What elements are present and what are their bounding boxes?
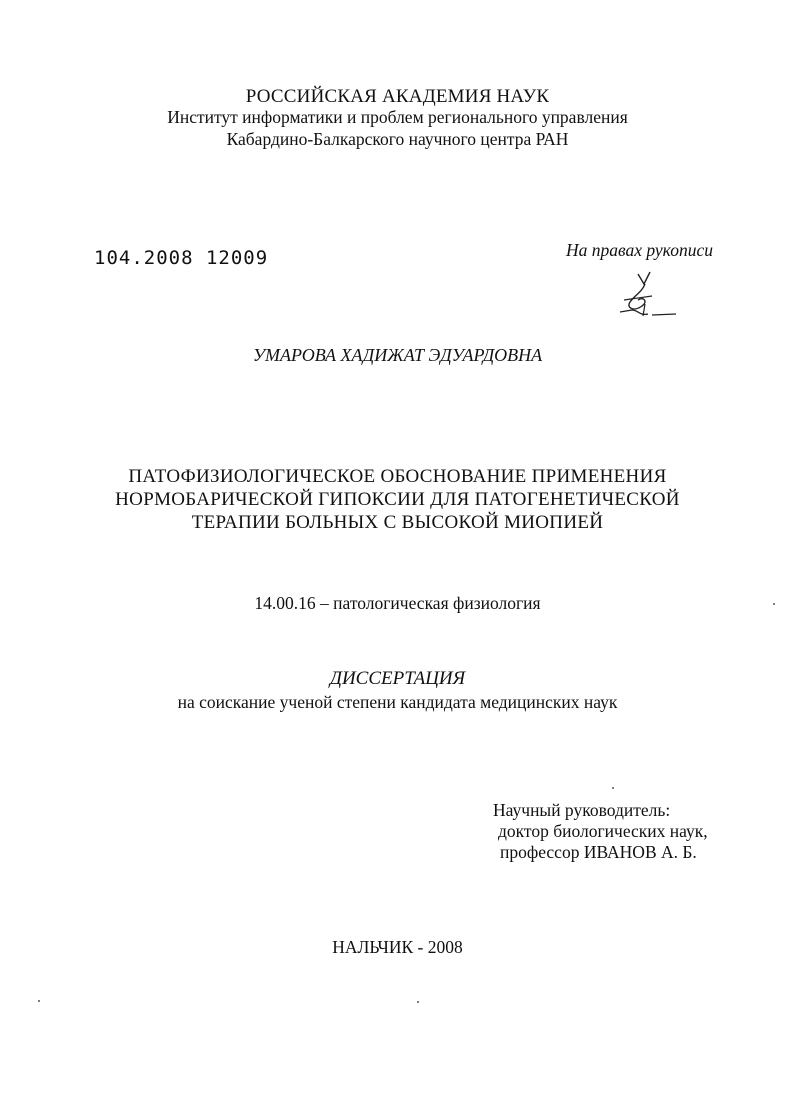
- handwritten-signature-icon: [612, 266, 682, 324]
- supervisor-role: Научный руководитель:: [493, 800, 671, 820]
- author-name: УМАРОВА ХАДИЖАТ ЭДУАРДОВНА: [252, 345, 543, 365]
- academy-name: РОССИЙСКАЯ АКАДЕМИЯ НАУК: [245, 86, 550, 107]
- supervisor-block: [493, 800, 708, 863]
- document-type: ДИССЕРТАЦИЯ: [329, 668, 466, 689]
- supervisor-name: профессор ИВАНОВ А. Б.: [500, 842, 697, 862]
- degree-sought: на соискание ученой степени кандидата медицинских наук: [177, 692, 618, 712]
- city-year: НАЛЬЧИК - 2008: [332, 937, 463, 957]
- title-line: ПАТОФИЗИОЛОГИЧЕСКОЕ ОБОСНОВАНИЕ ПРИМЕНЕНИЯ: [128, 466, 667, 487]
- supervisor-degree: доктор биологических наук,: [498, 821, 708, 841]
- dissertation-title: [0, 465, 795, 534]
- scan-speck: [612, 787, 614, 789]
- scan-speck: [417, 1001, 419, 1003]
- research-center-name: Кабардино-Балкарского научного центра РАН: [226, 129, 569, 149]
- rights-note: На правах рукописи: [566, 240, 713, 260]
- scan-speck: [38, 1000, 40, 1002]
- scan-speck: [773, 603, 775, 605]
- title-line: НОРМОБАРИЧЕСКОЙ ГИПОКСИИ ДЛЯ ПАТОГЕНЕТИЧЕСКОЙ: [115, 489, 680, 510]
- specialty-code: 14.00.16 – патологическая физиология: [254, 593, 541, 613]
- institute-name: Институт информатики и проблем регионального управления: [167, 107, 628, 127]
- registration-number: 104.2008 12009: [94, 247, 269, 269]
- title-line: ТЕРАПИИ БОЛЬНЫХ С ВЫСОКОЙ МИОПИЕЙ: [191, 512, 604, 533]
